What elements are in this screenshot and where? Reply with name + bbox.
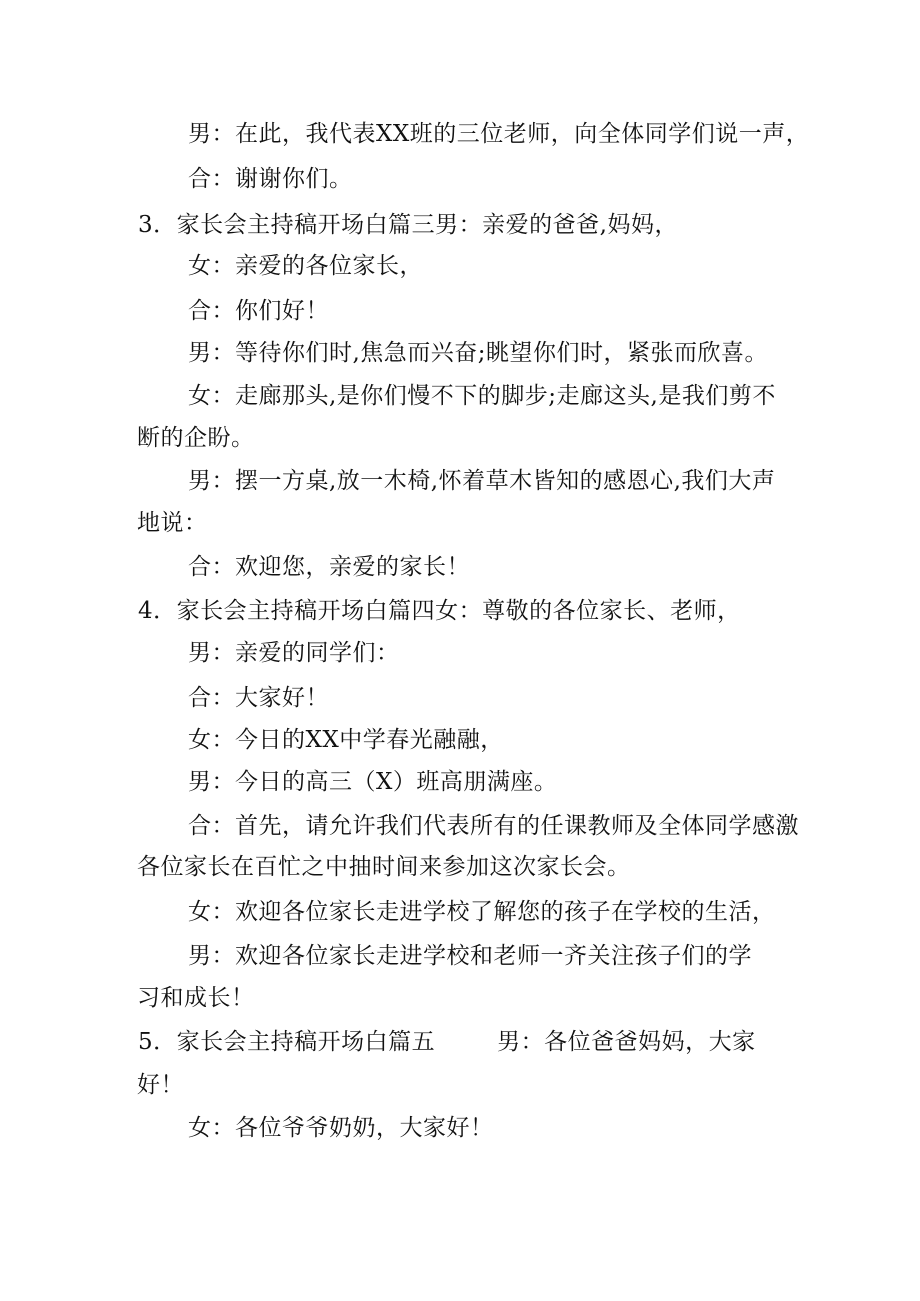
section-heading: 3．家长会主持稿开场白篇三男：亲爱的爸爸,妈妈， [138, 212, 678, 238]
text-line: 男：等待你们时,焦急而兴奋;眺望你们时，紧张而欣喜。 [188, 340, 769, 366]
text-line: 合：首先，请允许我们代表所有的任课教师及全体同学感激 [188, 813, 799, 839]
text-line: 男：亲爱的同学们： [188, 640, 400, 666]
text-line: 男：摆一方桌,放一木椅,怀着草木皆知的感恩心,我们大声 [188, 468, 776, 494]
text-line: 女：今日的XX中学春光融融， [188, 727, 504, 753]
text-line: 各位家长在百忙之中抽时间来参加这次家长会。 [137, 854, 631, 880]
text-line: 女：亲爱的各位家长， [188, 253, 423, 279]
section-heading [138, 1027, 756, 1057]
text-line: 女：各位爷爷奶奶，大家好！ [188, 1115, 494, 1141]
text-line: 好！ [137, 1072, 184, 1098]
section-heading: 4．家长会主持稿开场白篇四女：尊敬的各位家长、老师， [138, 598, 741, 624]
text-line: 女：欢迎各位家长走进学校了解您的孩子在学校的生活， [188, 899, 776, 925]
text-line: 男：欢迎各位家长走进学校和老师一齐关注孩子们的学 [188, 943, 752, 969]
text-line: 合：大家好！ [188, 685, 329, 711]
text-line: 女：走廊那头,是你们慢不下的脚步;走廊这头,是我们剪不 [188, 383, 776, 409]
text-line: 合：你们好！ [188, 298, 329, 324]
text-line: 断的企盼。 [137, 425, 255, 451]
text-line: 习和成长！ [137, 985, 255, 1011]
text-line: 合：欢迎您，亲爱的家长！ [188, 554, 470, 580]
text-line: 男：今日的高三（X）班高朋满座。 [188, 769, 558, 795]
section-heading-title: 5．家长会主持稿开场白篇五 [138, 1029, 436, 1055]
text-line: 合：谢谢你们。 [188, 166, 353, 192]
text-line: 男：各位爸爸妈妈，大家 [497, 1029, 756, 1055]
text-line: 男：在此，我代表XX班的三位老师，向全体同学们说一声， [188, 121, 810, 147]
text-line: 地说： [137, 510, 208, 536]
